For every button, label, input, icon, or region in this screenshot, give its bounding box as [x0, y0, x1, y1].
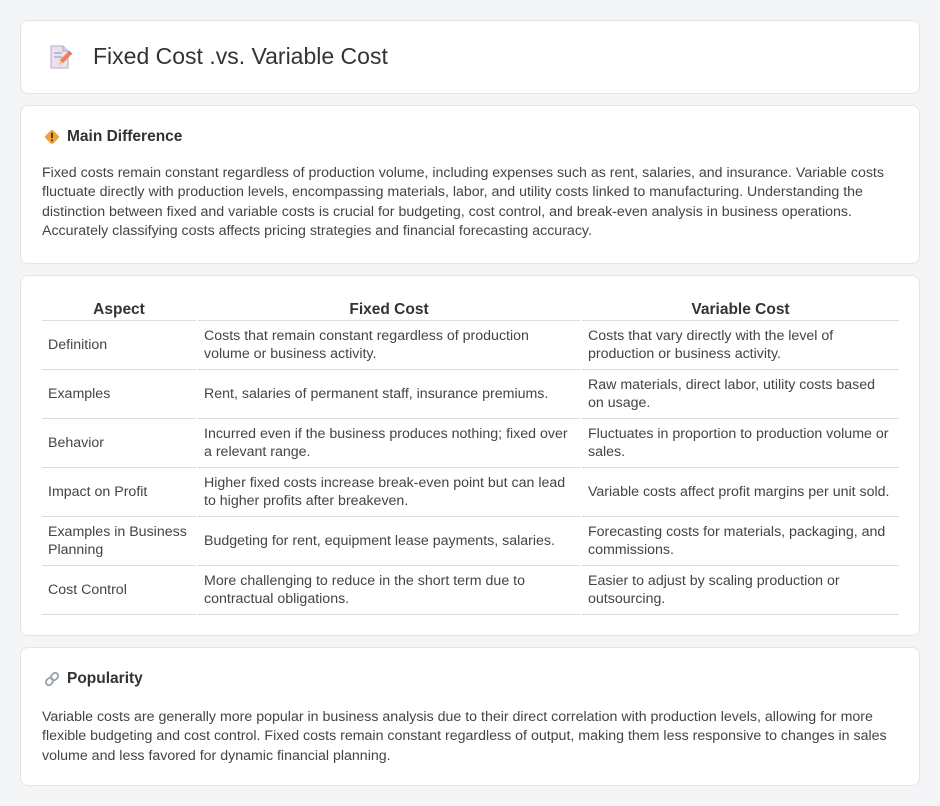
header-aspect: Aspect: [42, 295, 197, 320]
aspect-cell: Examples in Business Planning: [42, 516, 197, 565]
table-row: [42, 418, 899, 467]
fixed-cost-cell: Incurred even if the business produces nothing; fixed over a relevant range.: [197, 418, 581, 467]
popularity-title: Popularity: [67, 670, 143, 687]
aspect-cell: Behavior: [42, 418, 197, 467]
fixed-cost-cell: More challenging to reduce in the short term due to contractual obligations.: [197, 565, 581, 614]
variable-cost-cell: Forecasting costs for materials, packaging, and commissions.: [581, 516, 899, 565]
header-variable-cost: Variable Cost: [581, 295, 899, 320]
popularity-text: Variable costs are generally more popular in business analysis due to their direct correlation with production levels, allowing for more flexible budgeting and cost control. Fixed costs remain constant regardless of output, making them less responsive to changes in sales volume and less favored for dynamic financial planning.: [42, 709, 887, 764]
aspect-cell: Definition: [42, 320, 197, 369]
aspect-cell: Examples: [42, 369, 197, 418]
main-difference-card: [20, 105, 920, 264]
title-card: [20, 20, 920, 94]
variable-cost-cell: Raw materials, direct labor, utility costs based on usage.: [581, 369, 899, 418]
table-row: [42, 369, 899, 418]
fixed-cost-cell: Budgeting for rent, equipment lease payments, salaries.: [197, 516, 581, 565]
variable-cost-cell: Variable costs affect profit margins per unit sold.: [581, 467, 899, 516]
aspect-cell: Impact on Profit: [42, 467, 197, 516]
link-icon: [43, 670, 61, 688]
fixed-cost-cell: Rent, salaries of permanent staff, insurance premiums.: [197, 369, 581, 418]
page-title: Fixed Cost .vs. Variable Cost: [93, 43, 388, 69]
diamond-warning-icon: [43, 128, 61, 146]
popularity-header: [43, 670, 143, 688]
variable-cost-cell: Easier to adjust by scaling production or outsourcing.: [581, 565, 899, 614]
document-edit-icon: [47, 44, 73, 70]
title-row: [47, 43, 388, 70]
table-row: [42, 565, 899, 614]
popularity-card: [20, 647, 920, 786]
table-header-row: [42, 295, 899, 320]
table-row: [42, 467, 899, 516]
table-row: [42, 320, 899, 369]
header-fixed-cost: Fixed Cost: [197, 295, 581, 320]
table-row: [42, 516, 899, 565]
variable-cost-cell: Fluctuates in proportion to production volume or sales.: [581, 418, 899, 467]
main-difference-title: Main Difference: [67, 128, 183, 145]
variable-cost-cell: Costs that vary directly with the level of production or business activity.: [581, 320, 899, 369]
main-difference-text: Fixed costs remain constant regardless of production volume, including expenses such as rent, salaries, and insurance. Variable costs fluctuate directly with production levels, encompassing materials, labor, and utility costs linked to manufacturing. Understanding the distinction between fixed and variable costs is crucial for budgeting, cost control, and break-even analysis in business operations. Accurately classifying costs affects pricing strategies and financial forecasting accuracy.: [42, 165, 884, 240]
comparison-card: [20, 275, 920, 636]
fixed-cost-cell: Higher fixed costs increase break-even point but can lead to higher profits after breakeven.: [197, 467, 581, 516]
fixed-cost-cell: Costs that remain constant regardless of production volume or business activity.: [197, 320, 581, 369]
comparison-table: [42, 295, 899, 615]
aspect-cell: Cost Control: [42, 565, 197, 614]
main-difference-header: [43, 128, 182, 146]
